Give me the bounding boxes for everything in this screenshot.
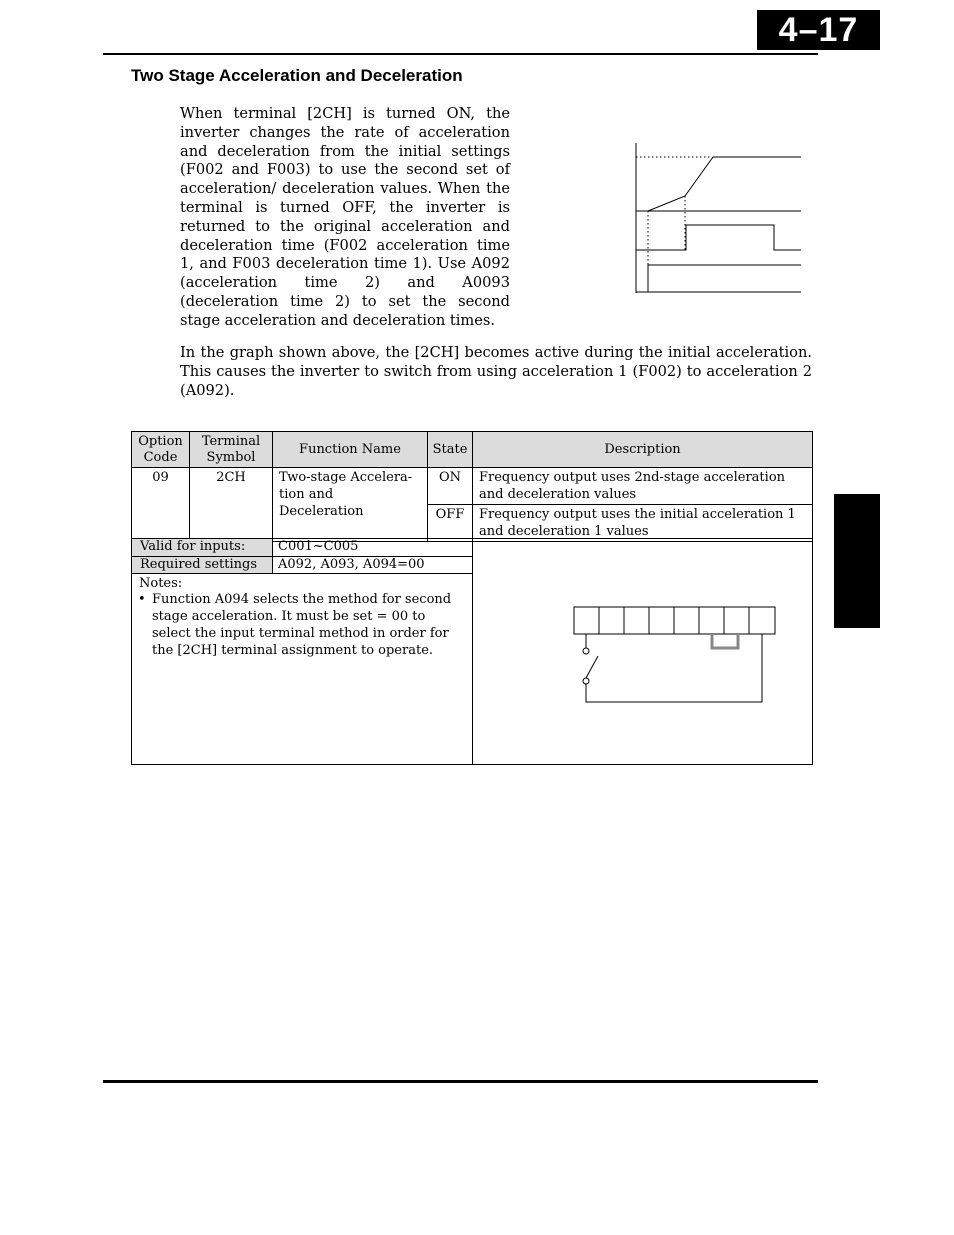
frequency-curve — [648, 157, 801, 211]
valid-inputs-value: C001~C005 — [272, 539, 472, 557]
required-settings-label: Required settings — [132, 557, 273, 574]
note-item: • Function A094 selects the method for second stage acceleration. It must be set = 00 to select the input terminal method in order for the [2CH] terminal assignment to operate. — [137, 591, 467, 659]
chapter-tab — [834, 494, 880, 628]
terminal-symbol-cell: 2CH — [190, 468, 273, 542]
header-terminal-symbol: Terminal Symbol — [190, 432, 273, 468]
function-table — [131, 431, 813, 542]
description-off-cell: Frequency output uses the initial acceleration 1 and deceleration 1 values — [473, 505, 813, 542]
notes-title: Notes: — [139, 576, 183, 591]
description-on-cell: Frequency output uses 2nd-stage acceleration and deceleration values — [473, 468, 813, 505]
switch-contact — [583, 648, 589, 654]
header-function-name: Function Name — [273, 432, 428, 468]
page-number: 4–17 — [757, 10, 880, 50]
header-state: State — [428, 432, 473, 468]
header-description: Description — [473, 432, 813, 468]
header-option-code: Option Code — [132, 432, 190, 468]
timing-graph — [628, 138, 808, 298]
settings-box-divider — [472, 538, 473, 765]
switch-contact — [583, 678, 589, 684]
option-code-cell: 09 — [132, 468, 190, 542]
footer-rule — [103, 1080, 818, 1083]
header-rule — [103, 53, 818, 55]
valid-inputs-label: Valid for inputs: — [132, 539, 273, 557]
switch-lever — [586, 656, 598, 678]
section-title: Two Stage Acceleration and Deceleration — [131, 66, 463, 85]
terminal-wiring-diagram — [566, 600, 781, 710]
run-signal-line — [636, 265, 801, 292]
table-row — [132, 468, 813, 505]
state-off-cell: OFF — [428, 505, 473, 542]
intro-paragraph: When terminal [2CH] is turned ON, the inverter changes the rate of acceleration and deceleration from the initial settings (F002 and F003) to use the second set of acceleration/ deceleration values. When the terminal is turned OFF, the inverter is returned to the original acceleration and deceleration time (F002 acceleration time 1, and F003 deceleration time 1). Use A092 (acceleration time 2) and A0093 (deceleration time 2) to set the second stage acceleration and deceleration times. — [180, 105, 510, 329]
function-name-cell: Two-stage Accelera-tion and Deceleration — [273, 468, 428, 542]
graph-explanation: In the graph shown above, the [2CH] becomes active during the initial acceleration. This causes the inverter to switch from using acceleration 1 (F002) to acceleration 2 (A092). — [180, 344, 812, 399]
jumper-link — [712, 634, 738, 648]
required-settings-value: A092, A093, A094=00 — [272, 557, 472, 574]
notes-list — [137, 591, 467, 659]
common-return-wire — [586, 634, 762, 702]
state-on-cell: ON — [428, 468, 473, 505]
2ch-signal-pulse — [636, 225, 801, 250]
table-header-row — [132, 432, 813, 468]
